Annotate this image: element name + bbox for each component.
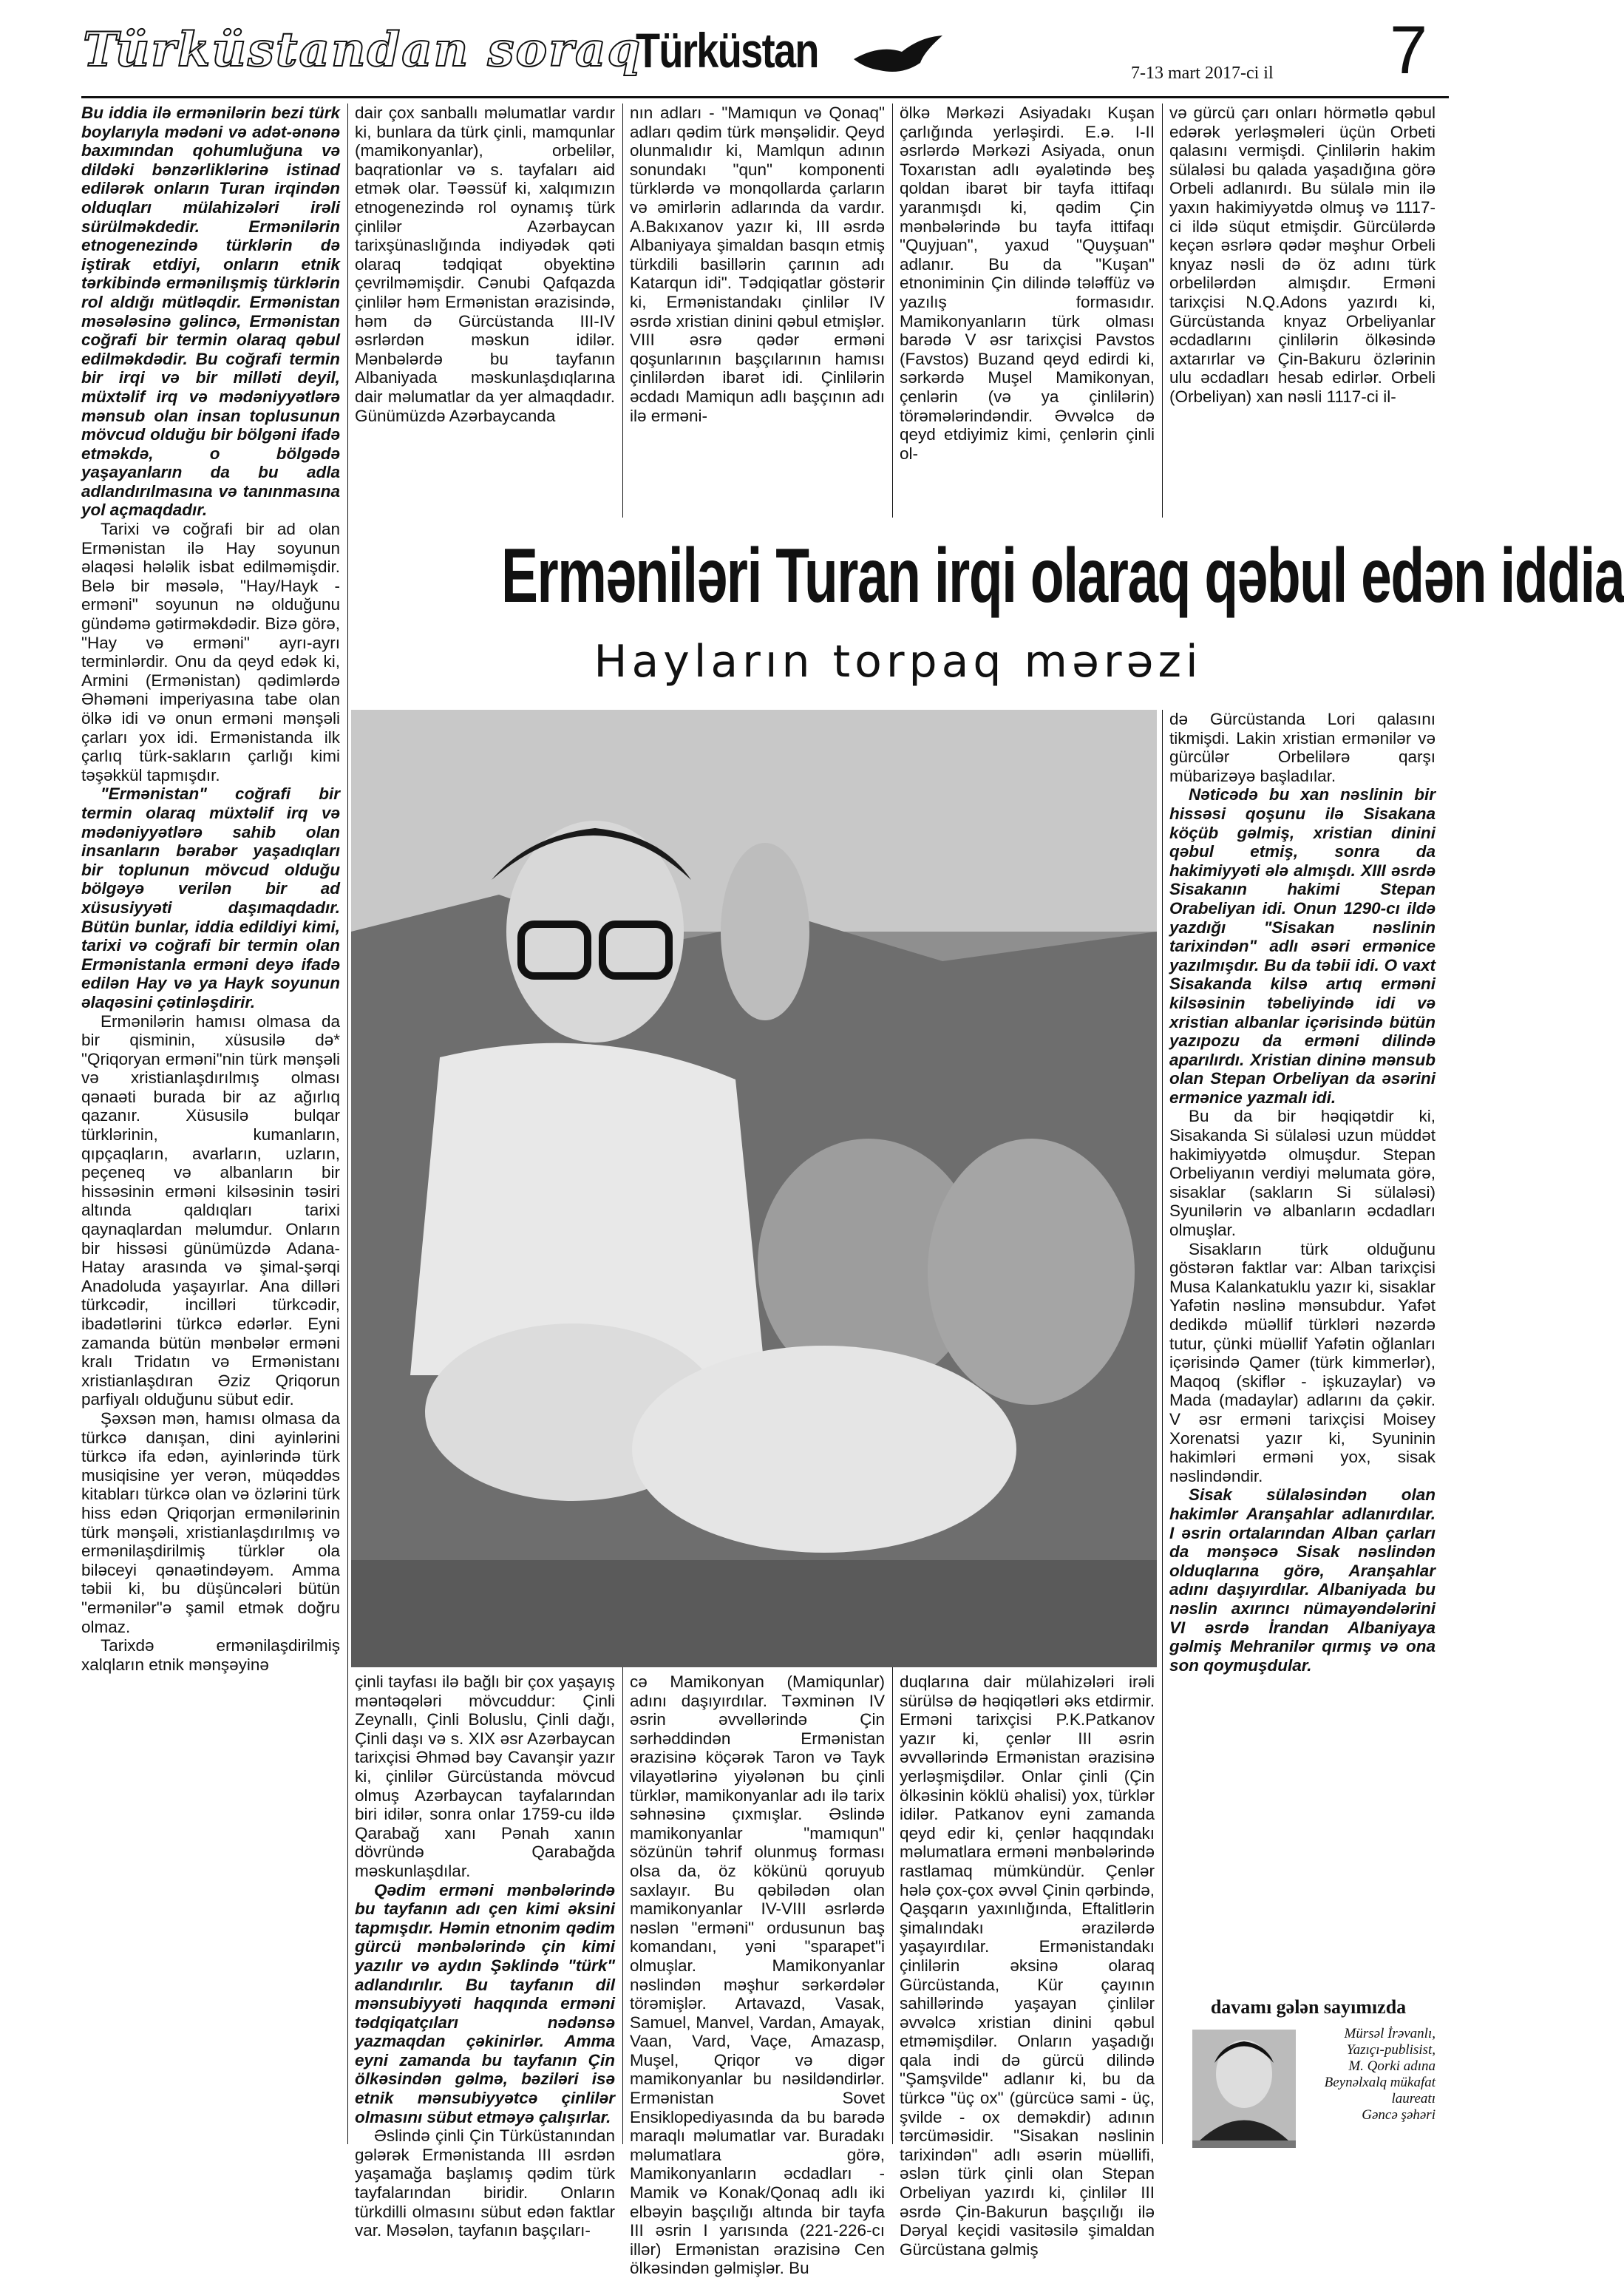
article-photo [351,710,1157,1667]
paragraph: nın adları - "Mamıqun və Qonaq" adları qədim türk mənşəlidir. Qeyd olunmalıdır ki, Mamlqun adının sonundakı "qun" komponenti türklərdə və monqollarda çarların və əmirlərin adlarında da vardır. A.Bakıxanov yazır ki, III əsrdə Albaniyaya şimaldan basqın etmiş türkdili basillərin çarının adı Katarqun idi". Tədqiqatlar göstərir ki, Ermənistandakı çinlilər IV əsrdə xristian dinini qəbul etmişlər. VIII əsrə qədər erməni qoşunlarının başçılarının hamısı çinlilərdən ibarət idi. Çinlilərin əcdadı Mamiqun adlı başçının adı ilə erməni- [630,104,885,425]
paragraph: və gürcü çarı onları hörmətlə qəbul edərək yerləşməleri üçün Orbeti qalasını vermişdi. Çinlilərin hakim sülaləsi bu qalada yaşadığına görə Orbeli adlanırdı. Bu sülalə min ilə yaxın hakimiyyətdə olmuş və 1117-ci ildə süqut etmişdir. Gürcülərdə keçən əsrlərə qədər məşhur Orbeli knyaz nəsli də öz adını türk orbelilərdən almışdır. Erməni tarixçisi N.Q.Adons yazırdı ki, Gürcüstanda knyaz Orbeliyanlar əcdadlarını çinlilərin ölkəsində axtarırlar və Çin-Bakuru özlərinin ulu əcdadları hesab edirlər. Orbeli (Orbeliyan) xan nəsli 1117-ci il- [1169,104,1436,406]
paragraph: duqlarına dair mülahizələri irəli sürülsə də həqiqətləri əks etdirmir. Erməni tarixçisi P.K.Patkanov yazır ki, çenlər III əsrin əvvəllərində Ermənistan ərazisinə yerləşmişdilər. Onlar çinli (Çin ölkəsinin köklü əhalisi) yox, türklər idilər. Patkanov eyni zamanda qeyd edir ki, çenlər haqqındakı məlumatlara erməni mənbələrində rastlamaq mümkündür. Çenlər hələ çox-çox əvvəl Çinin qərbində, Qaşqarın yaxınlığında, Eftalitlərin şimalındakı ərazilərdə yaşayırdılar. Ermənistandakı çinlilərin əksinə olaraq Gürcüstanda, Kür çayının sahillərində yaşayan çinlilər əvvəlcə xristian dinini qəbul etməmişdilər. Onların yaşadığı qala indi də gürcü dilində "Şamşvilde" adlanır ki, bu da türkcə "üç ox" (gürcücə sami - üç, şvilde - ox deməkdir) adının tərcüməsidir. "Sisakan nəslinin tarixindən" adlı əsərin müəllifi, əslən türk çinli olan Stepan Orbeliyan yazırdı ki, çinlilər III əsrdə Çin-Bakurun başçılığı ilə Dəryal keçidi vasitəsilə şimaldan Gürcüstana gəlmiş [900,1672,1155,2259]
page-number: 7 [1390,13,1428,88]
paragraph: Bu da bir həqiqətdir ki, Sisakanda Si sülaləsi uzun müddət hakimiyyətdə olmuşdur. Stepan Orbeliyanın verdiyi məlumata görə, sisaklar (sakların Si sülaləsi) Syunilərin və albanların əcdadları olmuşlar. [1169,1107,1436,1240]
article-column-1 [81,104,340,2144]
bird-logo-icon [850,30,946,81]
paragraph: cə Mamikonyan (Mamiqunlar) adını daşıyırdılar. Təxminən IV əsrin əvvəllərində Çin sərhəddindən Ermənistan ərazisinə köçərək Taron və Tayk vilayətlərinə yiyələnən bu çinli türklər, mamikonyanlar adı ilə tarix səhnəsinə çıxmışlar. Əslində mamikonyanlar "mamıqun" sözünün təhrif olunmuş forması olsa da, öz kökünü qoruyub saxlayır. Bu qəbilədən olan mamikonyanlar IV-VIII əsrlərdə nəslən "erməni" ordusunun baş komandanı, yəni "sparapet"i olmuşlar. Mamikonyanlar nəslindən məşhur sərkərdələr törəmişlər. Artavazd, Vasak, Samuel, Manvel, Vardan, Amayak, Vaan, Vard, Vaçe, Amazasp, Muşel, Qriqor və digər mamikonyanlar bu nəsildəndirlər. Ermənistan Sovet Ensiklopediyasında da bu barədə maraqlı məlumatlar var. Buradakı məlumatlara görə, Mamikonyanların əcdadları - Mamik və Konak/Qonaq adlı iki elbəyin başçılığı altında bir tayfa III əsrin I yarısında (221-226-cı illər) Ermənistan ərazisinə Cen ölkəsindən gəlmişlər. Bu [630,1672,885,2278]
column-rule [1162,710,1163,2144]
newspaper-brand: Türküstan [636,23,818,78]
article-column-2-top [355,104,615,518]
article-column-5-bottom [1169,710,1436,2011]
column-rule [622,104,623,518]
author-award: M. Qorki adına Beynəlxalq mükafat laureatı [1324,2058,1436,2106]
column-rule [622,1667,623,2144]
continued-note: davamı gələn sayımızda [1210,1996,1407,2018]
top-rule [81,96,1449,98]
paragraph: Əslində çinli Çin Türküstanından gələrək Ermənistanda III əsrdən yaşamağa başlamış qədim türk tayfalarından biridir. Onların türkdilli olmasını sübut edən faktlar var. Məsələn, tayfanın başçıları- [355,2126,615,2240]
column-rule [892,104,893,518]
author-credit [1301,2026,1436,2123]
paragraph: Tarixdə ermənilaşdirilmiş xalqların etnik mənşəyinə [81,1636,340,1674]
article-column-5-top [1169,104,1436,518]
paragraph: ölkə Mərkəzi Asiyadakı Kuşan çarlığında yerləşirdi. E.ə. I-II əsrlərdə Mərkəzi Asiyada, onun Toxarıstan adlı əyalətində beş qoldan ibarət bir tayfa ittifaqı yaranmışdı ki, qədim Çin mənbələrində bu tayfa ittifaqı "Quyjuan", yaxud "Quyşuan" adlanır. Bu da "Kuşan" etnoniminin Çin dilində tələffüz və yazılış formasıdır. Mamikonyanların türk olması barədə V əsr tarixçisi Pavstos (Favstos) Buzand qeyd edirdi ki, sərkərdə Muşel Mamikonyan, çenlərin (və ya çinlilərin) törəmələrindəndir. Əvvəlcə də qeyd etdiyimiz kimi, çenlərin çinli ol- [900,104,1155,463]
author-name: Mürsəl İrəvanlı, [1344,2026,1436,2041]
emphasis-paragraph: Sisak sülaləsindən olan hakimlər Aranşahlar adlanırdılar. I əsrin ortalarından Alban çarları da mənşəcə Sisak nəslindən olduqlarına görə, Aranşahlar adını daşıyırdılar. Albaniyada bu nəslin axırıncı nümayəndələrini VI əsrdə İrandan Albaniyaya gəlmiş Mehranilər qırmış və ona son qoymuşdular. [1169,1485,1436,1675]
lead-paragraph: Bu iddia ilə ermənilərin bezi türk boylarıyla mədəni və adət-ənənə baxımından qohumluğuna və dildəki bənzərliklərinə istinad edilərək onların Turan irqindən olduqları mülahizələri irəli sürülməkdedir. Ermənilərin etnogenezində türklərin də iştirak etdiyi, onların etnik tərkibində ermənilışmiş türklərin rol aldığı mütləqdir. Ermənistan məsələsinə gəlincə, Ermənistan coğrafi bir termin olaraq qəbul edilməkdədir. Bu coğrafi termin bir irqi və bir milləti deyil, müxtəlif irq və mədəniyyətlərə mənsub olan insan toplusunun mövcud olduğu bir bölgəni ifadə etməkdə, o bölgədə yaşayanların da bu adla adlandırılmasına və tanınmasına yol açmaqdadır. [81,104,340,520]
column-rule [892,1667,893,2144]
article-column-4-bottom [900,1672,1155,2259]
paragraph: dair çox sanballı məlumatlar vardır ki, bunlara da türk çinli, mamqunlar (mamikonyanlar), orbelilər, baqrationlar və s. tayfaları aid etmək olar. Təəssüf ki, xalqımızın etnogenezində rol oynamış türk çinlilər Azərbaycan tarixşünaslığında indiyədək qəti olaraq tədqiqat obyektinə çevrilməmişdir. Cənubi Qafqazda çinlilər həm Ermənistan ərazisində, həm də Gürcüstanda III-IV əsrlərdən məskun idilər. Mənbələrdə bu tayfanın Albaniyada məskunlaşdıqlarına dair məlumatlar da yer almaqdadır. Günümüzdə Azərbaycanda [355,104,615,425]
author-role: Yazıçı-publisist, [1346,2042,1436,2058]
article-column-4-top [900,104,1155,518]
article-column-2-bottom [355,1672,615,2240]
paragraph: çinli tayfası ilə bağlı bir çox yaşayış məntəqələri mövcuddur: Çinli Zeynallı, Çinli Boluslu, Çinli dağı, Çinli daşı və s. XIX əsr Azərbaycan tarixçisi Əhməd bəy Cavanşir yazır ki, çinlilər Gürcüstanda mövcud olmuş Azərbaycan tayfalarından biri idilər, sonra onlar 1759-cu ildə Qarabağ xanı Pənah xanın dövründə Qarabağda məskunlaşdılar. [355,1672,615,1880]
column-rule [1162,104,1163,518]
article-column-3-top [630,104,885,518]
headline: Ermənilәri Turan irqi olaraq qәbul edәn iddia [501,533,1624,619]
section-title: Türküstandan soraq [83,22,642,78]
paragraph: Tarixi və coğrafi bir ad olan Ermənistan ilə Hay soyunun əlaqəsi hələlik isbat edilməmişdir. Belə bir məsələ, "Hay/Hayk - erməni" soyunun nə olduğunu gündəmə gətirməkdədir. Bizə görə, "Hay və erməni" ayrı-ayrı terminlərdir. Onu da qeyd edək ki, Armini (Ermənistan) qədimlərdə Əhəməni imperiyasına tabe olan ölkə idi və onun erməni mənşəli çarları yox idi. Ermənistanda ilk çarlıq türk-sakların çarlığı kimi təşəkkül tapmışdır. [81,520,340,784]
emphasis-paragraph: Nəticədə bu xan nəslinin bir hissəsi qoşunu ilə Sisakana köçüb gəlmiş, xristian dinini qəbul etmiş, sonra da hakimiyyəti ələ almışdı. XIII əsrdə Sisakanın hakimi Stepan Orabeliyan idi. Onun 1290-cı ildə yazdığı "Sisakan nəslinin tarixindən" adlı əsəri ermənice yazılmışdır. Bu da təbii idi. O vaxt Sisakanda kilsə artıq erməni kilsəsinin təbeliyində idi və xristian albanlar içərisində bütün yazıpozu da erməni dilində aparılırdı. Xristian dininə mənsub olan Stepan Orbeliyan da əsərini ermənice yazmalı idi. [1169,785,1436,1107]
paragraph: Şəxsən mən, hamısı olmasa da türkcə danışan, dini ayinlərini türkcə ifa edən, ayinlərində türk musiqisine yer verən, müqəddəs kitabları türkcə olan və özlərini türk hiss edən Qriqorjan ermənilərinin türk mənşəli, xristianlaşdırılmış və ermənilaşdirilmiş türklər ola biləceyi qənaətindəyəm. Amma təbii ki, bu düşüncələri bütün "ermənilər"ə şamil etmək doğru olmaz. [81,1409,340,1636]
issue-date: 7-13 mart 2017-ci il [1131,64,1274,83]
emphasis-paragraph: Qədim erməni mənbələrində bu tayfanın adı çen kimi əksini tapmışdır. Həmin etnonim qədim gürcü mənbələrində çin kimi yazılır və aydın Şəklində "türk" adlandırılır. Bu tayfanın dil mənsubiyyəti haqqında erməni tədqiqatçıları nədənsə yazmaqdan çəkinirlər. Amma eyni zamanda bu tayfanın Çin ölkəsindən gəlmə, bəziləri isə etnik mənsubiyyətcə çinlilər olmasını sübut etməyə çalışırlar. [355,1880,615,2126]
article-column-3-bottom [630,1672,885,2278]
column-rule [347,104,348,2144]
subheadline: Hayların torpaq mərəzi [594,636,1203,688]
paragraph: də Gürcüstanda Lori qalasını tikmişdi. Lakin xristian ermənilər və gürcülər Orbelilərə qarşı mübarizəyə başladılar. [1169,710,1436,785]
emphasis-paragraph: "Ermənistan" coğrafi bir termin olaraq müxtəlif irq və mədəniyyətlərə sahib olan insanların bərabər yaşadıqları bir toplunun mövcud olduğu bölgəyə verilən bir ad xüsusiyyəti daşımaqdadır. Bütün bunlar, iddia edildiyi kimi, tarixi və coğrafi bir termin olan Ermənistanla erməni deyə ifadə edilən Hay və ya Hayk soyunun əlaqəsini çətinləşdirir. [81,784,340,1011]
author-city: Gəncə şəhəri [1362,2107,1436,2123]
author-photo [1192,2030,1296,2148]
paragraph: Sisakların türk olduğunu göstərən faktlar var: Alban tarixçisi Musa Kalankatuklu yazır ki, sisaklar Yafətin nəslinə mənsubdur. Yafət dedikdə müəllif türkləri nəzərdə tutur, çünki müəllif Yafətin oğlanları içərisində Qamer (türk kimmerlər), Maqoq (skiflər - işkuzaylar) və Mada (madaylar) adlarını da çəkir. V əsr erməni tarixçisi Moisey Xorenatsi yazır ki, Syuninin hakimləri erməni yox, sisak nəslindəndir. [1169,1239,1436,1485]
paragraph: Ermənilərin hamısı olmasa da bir qisminin, xüsusilə də* "Qriqoryan erməni"nin türk mənşəli və xristianlaşdırılmış olması qənaəti burada bir az ağırlıq qazanır. Xüsusilə bulqar türklərinin, kumanların, qıpçaqların, avarların, uzların, peçeneq və albanların bir hissəsinin erməni kilsəsinin təsiri altında qaldıqları tarixi qaynaqlardan məlumdur. Onların bir hissəsi günümüzdə Adana-Hatay arasında və şimal-şərqi Anadoluda yaşayırlar. Ana dilləri türkcədir, incilləri türkcədir, ibadətlərini türkcə edərlər. Eyni zamanda bütün mənbələr erməni kralı Tridatın və Ermənistanı xristianlaşdıran Əziz Qriqorun parfiyalı olduğunu sübut edir. [81,1011,340,1409]
